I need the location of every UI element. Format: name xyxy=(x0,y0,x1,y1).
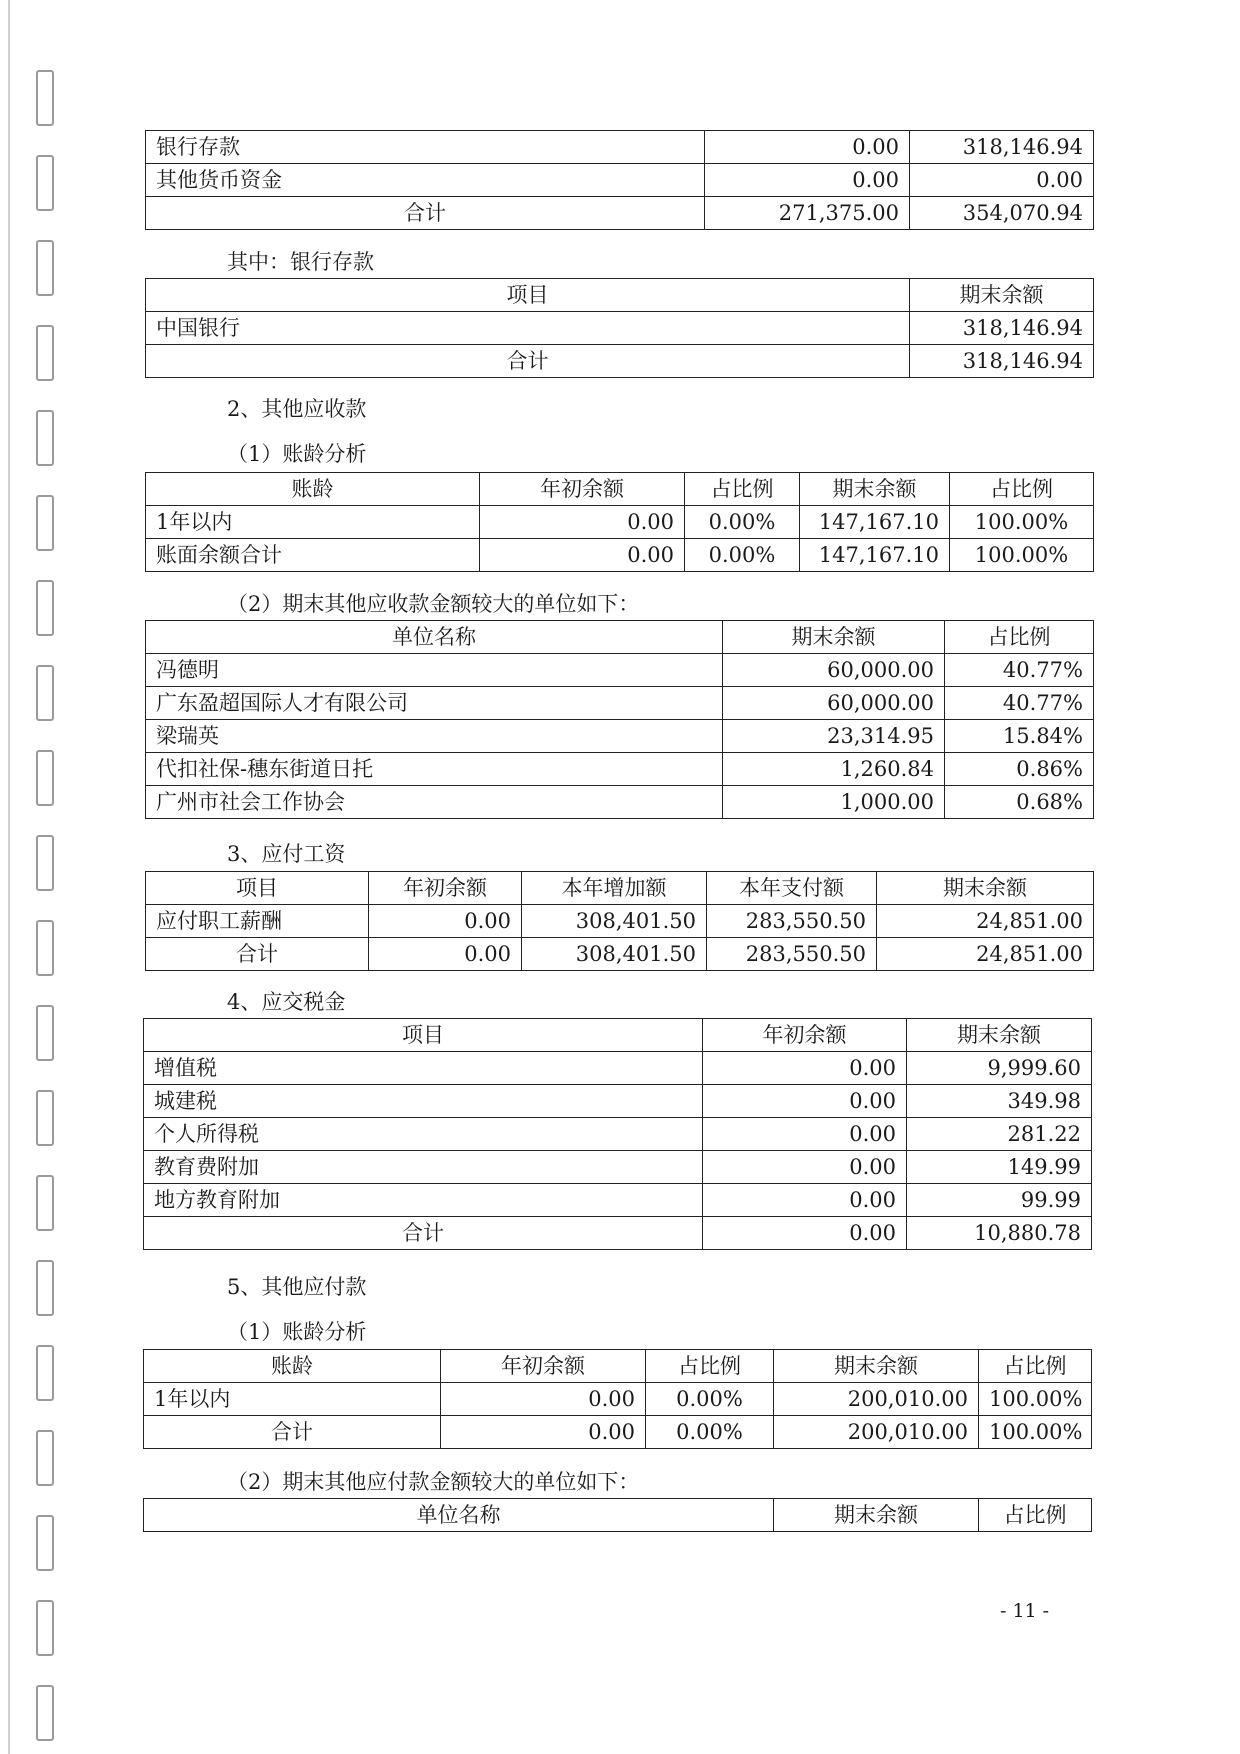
table-header-cell: 期末余额 xyxy=(774,1499,979,1532)
table-header-cell: 本年支付额 xyxy=(707,872,877,905)
table-row xyxy=(146,345,1094,378)
table-cell: 梁瑞英 xyxy=(146,720,723,753)
table-row xyxy=(146,720,1094,753)
section-title: 2、其他应收款 xyxy=(227,397,367,421)
table-cell: 合计 xyxy=(146,345,910,378)
tax-table xyxy=(143,1018,1092,1250)
table-cell: 0.00 xyxy=(705,131,910,164)
table-header-cell: 账龄 xyxy=(144,1350,441,1383)
binding-edge xyxy=(8,0,10,1754)
table-row xyxy=(144,1217,1092,1250)
table-cell: 283,550.50 xyxy=(707,905,877,938)
table-cell: 0.00 xyxy=(703,1151,907,1184)
table-header-cell: 年初余额 xyxy=(703,1019,907,1052)
table-cell: 100.00% xyxy=(950,539,1094,572)
page-number: - 11 - xyxy=(1000,1600,1050,1622)
table-cell: 0.00 xyxy=(480,506,685,539)
table-cell: 318,146.94 xyxy=(910,131,1094,164)
table-cell: 冯德明 xyxy=(146,654,723,687)
table-header-cell: 单位名称 xyxy=(146,621,723,654)
table-cell: 教育费附加 xyxy=(144,1151,703,1184)
table-cell: 100.00% xyxy=(950,506,1094,539)
table-row xyxy=(146,938,1094,971)
table-header-row xyxy=(146,872,1094,905)
table-cell: 318,146.94 xyxy=(910,312,1094,345)
table-cell: 0.00 xyxy=(705,164,910,197)
table-row xyxy=(146,687,1094,720)
binding-hole xyxy=(36,325,54,381)
table-header-cell: 账龄 xyxy=(146,473,480,506)
table-cell: 合计 xyxy=(146,938,369,971)
table-row xyxy=(146,312,1094,345)
binding-hole xyxy=(36,155,54,211)
table-header-cell: 单位名称 xyxy=(144,1499,774,1532)
table-cell: 增值税 xyxy=(144,1052,703,1085)
table-cell: 100.00% xyxy=(979,1383,1092,1416)
section-title: 5、其他应付款 xyxy=(227,1275,367,1299)
binding-hole xyxy=(36,410,54,466)
table-cell: 中国银行 xyxy=(146,312,910,345)
binding-hole xyxy=(36,1600,54,1656)
table-header-cell: 期末余额 xyxy=(910,279,1094,312)
table-cell: 1年以内 xyxy=(146,506,480,539)
table-cell: 147,167.10 xyxy=(800,539,950,572)
table-cell: 200,010.00 xyxy=(774,1383,979,1416)
table-cell: 99.99 xyxy=(907,1184,1092,1217)
table-cell: 281.22 xyxy=(907,1118,1092,1151)
table-row xyxy=(146,786,1094,819)
table-header-cell: 期末余额 xyxy=(800,473,950,506)
table-header-cell: 项目 xyxy=(144,1019,703,1052)
table-row xyxy=(146,654,1094,687)
binding-hole xyxy=(36,1430,54,1486)
binding-strip xyxy=(0,0,60,1754)
table-header-row xyxy=(144,1350,1092,1383)
section-title: 4、应交税金 xyxy=(227,990,346,1014)
table-row xyxy=(144,1184,1092,1217)
table-cell: 24,851.00 xyxy=(877,905,1094,938)
table-row xyxy=(146,197,1094,230)
table-cell: 10,880.78 xyxy=(907,1217,1092,1250)
table-cell: 354,070.94 xyxy=(910,197,1094,230)
binding-hole xyxy=(36,835,54,891)
binding-hole xyxy=(36,240,54,296)
table-cell: 0.00% xyxy=(646,1416,774,1449)
table-cell: 代扣社保-穗东街道日托 xyxy=(146,753,723,786)
bank-note: 其中：银行存款 xyxy=(227,250,374,274)
table-cell: 其他货币资金 xyxy=(146,164,705,197)
binding-hole xyxy=(36,1515,54,1571)
table-cell: 308,401.50 xyxy=(522,905,707,938)
table-cell: 349.98 xyxy=(907,1085,1092,1118)
table-cell: 100.00% xyxy=(979,1416,1092,1449)
section-title: 3、应付工资 xyxy=(227,842,346,866)
cash-table xyxy=(145,130,1094,230)
table-row xyxy=(144,1118,1092,1151)
binding-hole xyxy=(36,70,54,126)
table-cell: 广州市社会工作协会 xyxy=(146,786,723,819)
table-header-row xyxy=(144,1499,1092,1532)
table-header-cell: 年初余额 xyxy=(480,473,685,506)
binding-hole xyxy=(36,750,54,806)
table-cell: 1,000.00 xyxy=(723,786,945,819)
table-cell: 60,000.00 xyxy=(723,687,945,720)
table-header-cell: 期末余额 xyxy=(877,872,1094,905)
table-header-cell: 期末余额 xyxy=(907,1019,1092,1052)
table-cell: 合计 xyxy=(144,1217,703,1250)
table-cell: 广东盈超国际人才有限公司 xyxy=(146,687,723,720)
table-row xyxy=(146,753,1094,786)
table-cell: 1年以内 xyxy=(144,1383,441,1416)
table-row xyxy=(144,1151,1092,1184)
binding-hole xyxy=(36,1175,54,1231)
table-header-cell: 本年增加额 xyxy=(522,872,707,905)
table-header-row xyxy=(146,473,1094,506)
table-cell: 0.00 xyxy=(369,905,522,938)
table-cell: 40.77% xyxy=(945,687,1094,720)
table-cell: 0.00 xyxy=(441,1383,646,1416)
binding-hole xyxy=(36,495,54,551)
table-header-row xyxy=(146,279,1094,312)
table-row xyxy=(144,1085,1092,1118)
subsection-title: （2）期末其他应收款金额较大的单位如下： xyxy=(227,592,640,616)
table-cell: 0.00% xyxy=(646,1383,774,1416)
table-cell: 合计 xyxy=(146,197,705,230)
binding-hole xyxy=(36,1345,54,1401)
table-cell: 0.68% xyxy=(945,786,1094,819)
payable-major-table xyxy=(143,1498,1092,1532)
payroll-table xyxy=(145,871,1094,971)
table-row xyxy=(146,905,1094,938)
table-cell: 9,999.60 xyxy=(907,1052,1092,1085)
table-cell: 合计 xyxy=(144,1416,441,1449)
table-cell: 0.00 xyxy=(703,1052,907,1085)
table-header-cell: 占比例 xyxy=(950,473,1094,506)
table-header-cell: 占比例 xyxy=(979,1499,1092,1532)
table-row xyxy=(146,164,1094,197)
binding-hole xyxy=(36,1685,54,1741)
subsection-title: （1）账龄分析 xyxy=(227,442,367,466)
binding-hole xyxy=(36,920,54,976)
table-header-cell: 占比例 xyxy=(979,1350,1092,1383)
table-cell: 0.00 xyxy=(703,1118,907,1151)
binding-hole xyxy=(36,1260,54,1316)
table-header-cell: 年初余额 xyxy=(369,872,522,905)
table-cell: 24,851.00 xyxy=(877,938,1094,971)
table-row xyxy=(146,131,1094,164)
table-cell: 308,401.50 xyxy=(522,938,707,971)
table-header-cell: 占比例 xyxy=(685,473,800,506)
table-cell: 40.77% xyxy=(945,654,1094,687)
table-cell: 0.00 xyxy=(441,1416,646,1449)
table-cell: 147,167.10 xyxy=(800,506,950,539)
table-cell: 0.00 xyxy=(703,1217,907,1250)
table-cell: 283,550.50 xyxy=(707,938,877,971)
table-row xyxy=(144,1416,1092,1449)
table-row xyxy=(146,539,1094,572)
table-cell: 0.00 xyxy=(369,938,522,971)
table-header-row xyxy=(144,1019,1092,1052)
table-cell: 200,010.00 xyxy=(774,1416,979,1449)
table-header-cell: 项目 xyxy=(146,872,369,905)
table-cell: 318,146.94 xyxy=(910,345,1094,378)
subsection-title: （1）账龄分析 xyxy=(227,1320,367,1344)
bank-table xyxy=(145,278,1094,378)
binding-hole xyxy=(36,665,54,721)
table-cell: 149.99 xyxy=(907,1151,1092,1184)
table-cell: 城建税 xyxy=(144,1085,703,1118)
subsection-title: （2）期末其他应付款金额较大的单位如下： xyxy=(227,1470,640,1494)
table-cell: 15.84% xyxy=(945,720,1094,753)
table-cell: 银行存款 xyxy=(146,131,705,164)
table-cell: 0.00% xyxy=(685,539,800,572)
table-header-cell: 占比例 xyxy=(945,621,1094,654)
table-cell: 0.00 xyxy=(910,164,1094,197)
payable-aging-table xyxy=(143,1349,1092,1449)
receivable-major-table xyxy=(145,620,1094,819)
table-row xyxy=(144,1052,1092,1085)
table-header-row xyxy=(146,621,1094,654)
table-cell: 0.00 xyxy=(703,1085,907,1118)
binding-hole xyxy=(36,580,54,636)
table-cell: 1,260.84 xyxy=(723,753,945,786)
table-cell: 0.00 xyxy=(480,539,685,572)
binding-hole xyxy=(36,1090,54,1146)
table-header-cell: 期末余额 xyxy=(723,621,945,654)
table-cell: 0.00 xyxy=(703,1184,907,1217)
table-cell: 地方教育附加 xyxy=(144,1184,703,1217)
receivable-aging-table xyxy=(145,472,1094,572)
table-row xyxy=(146,506,1094,539)
table-cell: 271,375.00 xyxy=(705,197,910,230)
table-header-cell: 项目 xyxy=(146,279,910,312)
table-cell: 23,314.95 xyxy=(723,720,945,753)
table-cell: 应付职工薪酬 xyxy=(146,905,369,938)
table-cell: 60,000.00 xyxy=(723,654,945,687)
table-cell: 账面余额合计 xyxy=(146,539,480,572)
table-cell: 个人所得税 xyxy=(144,1118,703,1151)
table-header-cell: 年初余额 xyxy=(441,1350,646,1383)
table-header-cell: 占比例 xyxy=(646,1350,774,1383)
binding-hole xyxy=(36,1005,54,1061)
table-header-cell: 期末余额 xyxy=(774,1350,979,1383)
table-row xyxy=(144,1383,1092,1416)
table-cell: 0.86% xyxy=(945,753,1094,786)
table-cell: 0.00% xyxy=(685,506,800,539)
